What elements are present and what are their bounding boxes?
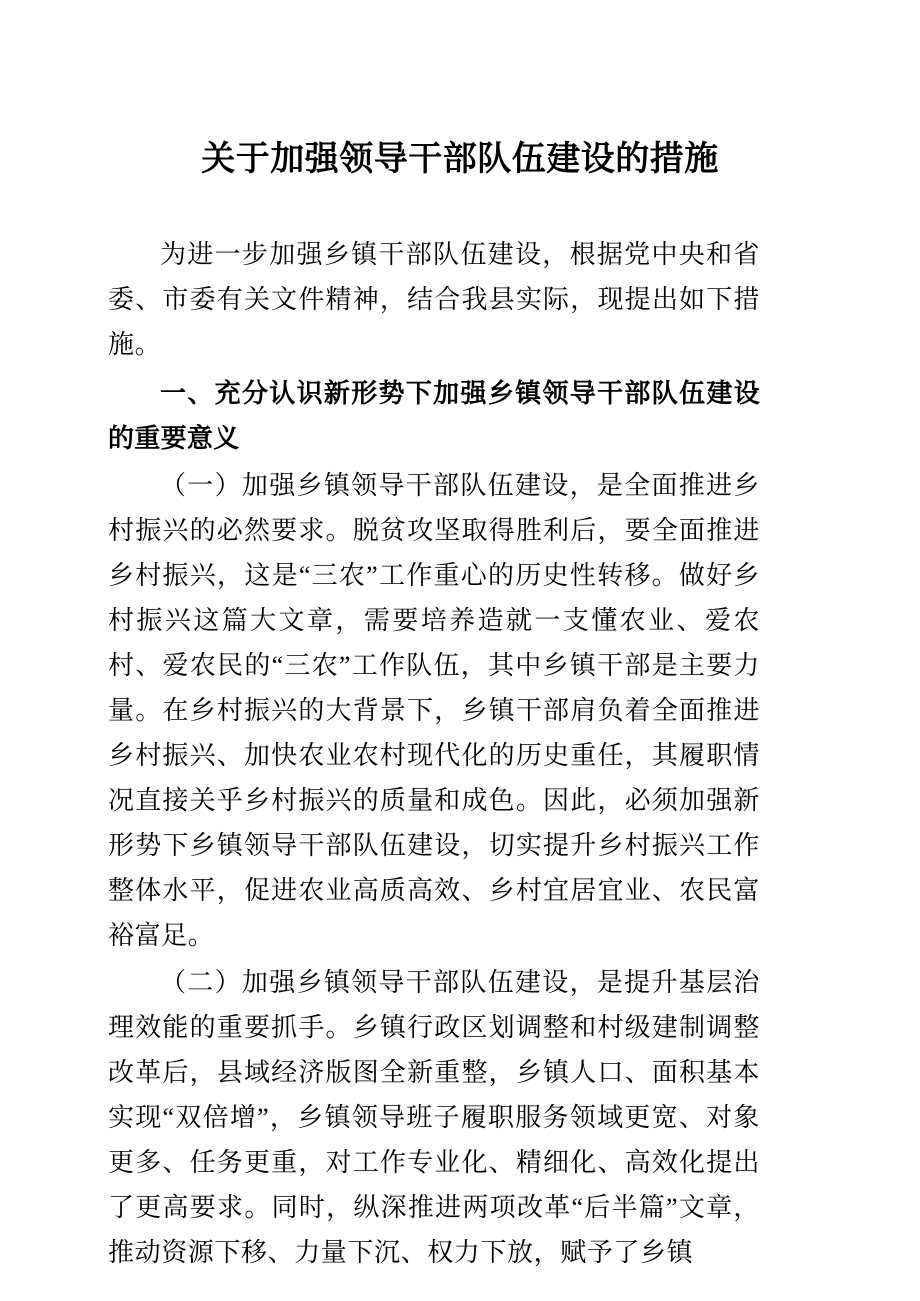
page-title: 关于加强领导干部队伍建设的措施: [201, 139, 719, 178]
document-body: [108, 232, 760, 1277]
section-1-paragraph-1: （一）加强乡镇领导干部队伍建设，是全面推进乡村振兴的必然要求。脱贫攻坚取得胜利后，要全面推进乡村振兴，这是“三农”工作重心的历史性转移。做好乡村振兴这篇大文章，需要培养造就一支懂农业、爱农村、爱农民的“三农”工作队伍，其中乡镇干部是主要力量。在乡村振兴的大背景下，乡镇干部肩负着全面推进乡村振兴、加快农业农村现代化的历史重任，其履职情况直接关乎乡村振兴的质量和成色。因此，必须加强新形势下乡镇领导干部队伍建设，切实提升乡村振兴工作整体水平，促进农业高质高效、乡村宜居宜业、农民富裕富足。: [108, 471, 760, 950]
section-heading-1: 一、充分认识新形势下加强乡镇领导干部队伍建设的重要意义: [108, 378, 760, 453]
section-1-paragraph-2: （二）加强乡镇领导干部队伍建设，是提升基层治理效能的重要抓手。乡镇行政区划调整和村级建制调整改革后，县域经济版图全新重整，乡镇人口、面积基本实现“双倍增”，乡镇领导班子履职服务领域更宽、对象更多、任务更重，对工作专业化、精细化、高效化提出了更高要求。同时，纵深推进两项改革“后半篇”文章，推动资源下移、力量下沉、权力下放，赋予了乡镇: [108, 968, 760, 1267]
lead-paragraph: 为进一步加强乡镇干部队伍建设，根据党中央和省委、市委有关文件精神，结合我县实际，现提出如下措施。: [108, 240, 760, 359]
